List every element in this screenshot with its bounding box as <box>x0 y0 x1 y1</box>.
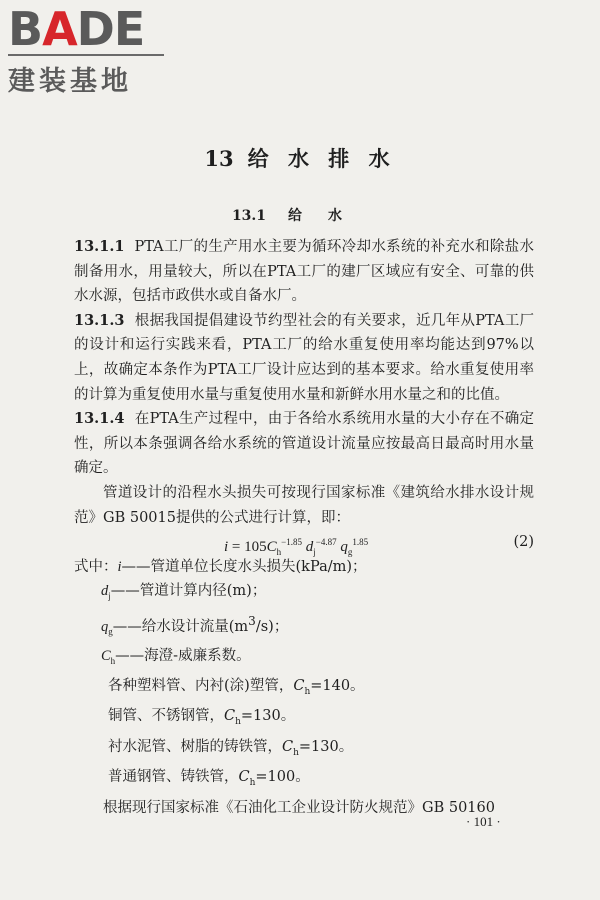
closing-paragraph: 根据现行国家标准《石油化工企业设计防火规范》GB 50160 <box>103 799 495 816</box>
material-value: =130。 <box>240 708 296 725</box>
material-item <box>74 765 534 795</box>
page-number: · 101 · <box>466 814 501 829</box>
clause-number: 13.1.1 <box>74 238 125 255</box>
material-text: 铜管、不锈钢管， <box>108 708 224 725</box>
material-c-sub: h <box>249 777 256 788</box>
def-symbol-sub: g <box>108 626 113 637</box>
def-symbol-sub: j <box>108 591 111 602</box>
material-text: 衬水泥管、树脂的铸铁管， <box>108 738 282 755</box>
formula-c-exp: −1.85 <box>281 537 302 548</box>
clause-13-1-1 <box>74 235 534 309</box>
material-item <box>74 674 534 704</box>
def-description: ——管道单位长度水头损失(kPa/m)； <box>121 558 367 575</box>
logo-letter-b: B <box>8 2 43 56</box>
clause-text: 根据我国提倡建设节约型社会的有关要求，近几年从PTA工厂的设计和运行实践来看，PTA工厂的给水重复使用率均能达到97%以上，故确定本条作为PTA工厂设计应达到的基本要求。给水重复使用率的计算为重复使用水量与重复使用水量和新鲜水用水量之和的比值。 <box>74 312 534 403</box>
formula-q-symbol: q <box>340 539 348 556</box>
material-c-symbol: C <box>282 738 294 755</box>
material-text: 普通钢管、铸铁管， <box>108 769 239 786</box>
material-item <box>74 735 534 765</box>
bade-logo <box>8 2 178 98</box>
material-c-sub: h <box>304 686 311 697</box>
material-text: 各种塑料管、内衬(涂)塑管， <box>108 677 294 694</box>
equation-number: (2) <box>513 534 534 551</box>
clause-number: 13.1.4 <box>74 410 125 428</box>
section-title-text: 给水 <box>288 208 369 224</box>
def-description: ——给水设计流量(m <box>112 618 249 635</box>
definition-d <box>74 579 534 608</box>
formula-d-sub: j <box>313 547 316 558</box>
formula-intro-paragraph: 管道设计的沿程水头损失可按现行国家标准《建筑给水排水设计规范》GB 50015提供的公式进行计算，即： <box>74 484 534 526</box>
def-symbol-sub: h <box>110 656 116 666</box>
material-c-sub: h <box>235 716 241 727</box>
def-symbol: i <box>117 558 122 575</box>
logo-letters-de: DE <box>76 2 145 56</box>
clause-13-1-3 <box>74 309 534 407</box>
section-number: 13.1 <box>231 208 267 224</box>
formula-d-exp: −4.87 <box>315 537 337 548</box>
formula-lhs: i <box>224 539 229 556</box>
material-c-symbol: C <box>224 708 236 725</box>
clause-text: 在PTA生产过程中，由于各给水系统用水量的大小存在不确定性，所以本条强调各给水系统的管道设计流量应按最高日最高时用水量确定。 <box>74 411 534 477</box>
material-value: =140。 <box>310 677 365 694</box>
clause-13-1-4 <box>74 407 534 481</box>
def-unit-exponent: 3 <box>248 613 256 628</box>
def-symbol: d <box>101 583 109 600</box>
definitions-prefix: 式中： <box>74 558 118 575</box>
def-symbol: C <box>101 648 111 665</box>
material-value: =100。 <box>255 769 310 786</box>
clause-text: PTA工厂的生产用水主要为循环冷却水系统的补充水和除盐水制备用水，用量较大，所以在PTA工厂的建厂区域应有安全、可靠的供水水源，包括市政供水或自备水厂。 <box>74 239 534 305</box>
def-symbol: q <box>101 618 109 635</box>
def-description: ——管道计算内径(m)； <box>110 583 267 600</box>
definition-q <box>74 609 534 644</box>
section-title <box>0 205 600 225</box>
clause-number: 13.1.3 <box>74 311 125 329</box>
logo-wordmark <box>8 2 178 56</box>
chapter-number: 13 <box>204 146 234 171</box>
formula-q-sub: g <box>347 547 353 558</box>
definition-c <box>74 644 534 673</box>
formula-line <box>74 530 534 558</box>
def-description-end: /s)； <box>255 618 289 635</box>
material-c-symbol: C <box>293 677 305 694</box>
formula-coefficient: = 105 <box>228 539 267 556</box>
logo-letter-a: A <box>42 2 77 56</box>
def-description: ——海澄-威廉系数。 <box>115 648 251 665</box>
material-c-sub: h <box>293 747 299 758</box>
formula-q-exp: 1.85 <box>352 537 369 548</box>
chapter-title <box>0 143 600 173</box>
material-c-symbol: C <box>238 769 250 786</box>
document-body <box>74 235 534 820</box>
formula-c-sub: h <box>276 547 282 558</box>
material-item <box>74 704 534 734</box>
formula-d-symbol: d <box>305 539 314 556</box>
material-value: =130。 <box>298 738 354 755</box>
logo-subtitle: 建装基地 <box>8 66 132 97</box>
formula-c-symbol: C <box>266 539 277 556</box>
chapter-title-text: 给 水 排 水 <box>247 146 396 171</box>
head-loss-formula <box>224 530 368 565</box>
